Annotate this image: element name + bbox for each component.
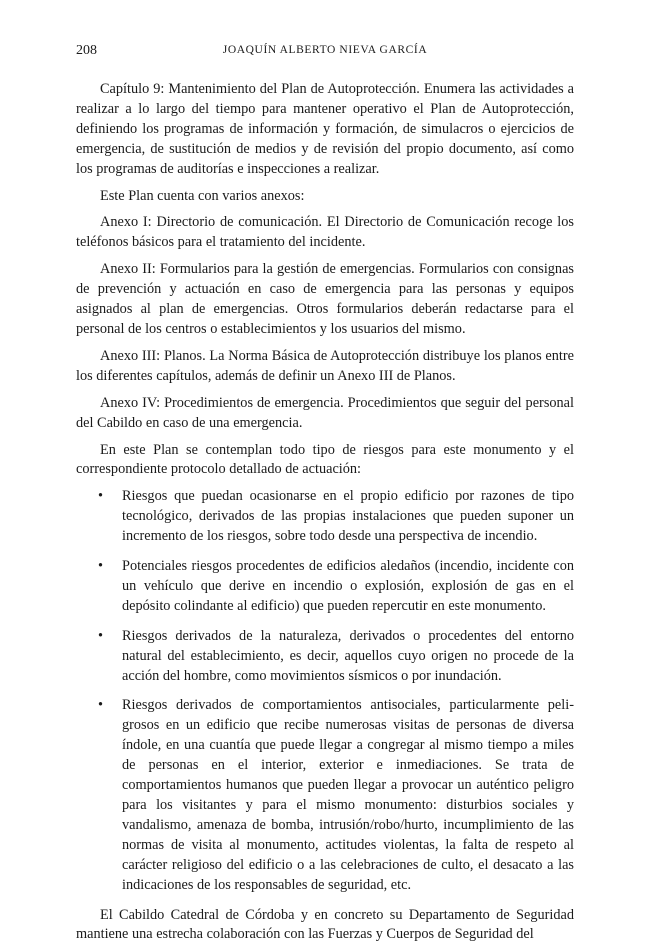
list-item — [76, 627, 574, 687]
list-item — [76, 487, 574, 547]
list-item-text: Riesgos que puedan ocasionarse en el propio edificio por razones de tipo tecnológico, derivados de las propias instalaciones que pueden suponer un incremento de los riesgos, sobre todo desde una perspectiva de incendio. — [122, 488, 574, 545]
bullet-icon: • — [98, 558, 104, 575]
paragraph-anexo-1: Anexo I: Directorio de comunicación. El Directorio de Comunicación recoge los teléfonos básicos para el tratamiento del incidente. — [76, 214, 574, 251]
body-text — [76, 80, 574, 945]
paragraph-anexo-4: Anexo IV: Procedimientos de emergencia. Procedimientos que seguir del personal del Cabildo en caso de una emergencia. — [76, 394, 574, 431]
paragraph-capitulo-9: Capítulo 9: Mantenimiento del Plan de Autoprotección. Enumera las actividades a realizar a lo largo del tiempo para mantener operativo el Plan de Autoprotección, definiendo los programas de información y formación, de simulacros o ejercicios de emergencia, de sustitución de medios y de revisión del propio documento, así como los programas de auditorías e inspecciones a realizar. — [76, 81, 574, 177]
risk-list — [76, 487, 574, 895]
list-item — [76, 557, 574, 617]
bullet-icon: • — [98, 627, 104, 644]
paragraph-anexos-intro: Este Plan cuenta con varios anexos: — [100, 187, 305, 204]
paragraph-anexo-2: Anexo II: Formularios para la gestión de emergencias. Formularios con consignas de prevención y actuación en caso de emergencia para las personas y equipos asignados al plan de emergencias. Otros formularios deberán redactarse para el personal de los centros o establecimientos y los usuarios del mismo. — [76, 261, 574, 337]
list-item — [76, 696, 574, 895]
list-item-text: Riesgos derivados de comportamientos antisociales, particularmente peligrosos en un edificio que recibe numerosas visitas de personas de diversa índole, en una cuantía que puede llegar a congregar al mismo tiempo a miles de personas en el interior, exterior e inmediaciones. Se trata de comportamientos humanos que pueden llegar a provocar un auténtico peligro para los visitantes y para el mismo monumento: disturbios sociales y vandalismo, amenaza de bomba, intrusión/robo/hurto, incumplimiento de las normas de visita al monumento, actitudes violentas, la falta de respeto al carácter religioso del edificio o a las celebraciones de culto, el desacato a las indicaciones de los responsables de seguridad, etc. — [122, 697, 574, 893]
bullet-icon: • — [98, 488, 104, 505]
bullet-icon: • — [98, 697, 104, 714]
page-header — [76, 43, 574, 61]
running-head: JOAQUÍN ALBERTO NIEVA GARCÍA — [222, 44, 428, 56]
paragraph-riesgos-intro: En este Plan se contemplan todo tipo de riesgos para este monumento y el correspondiente protocolo detallado de actuación: — [76, 441, 574, 478]
list-item-text: Potenciales riesgos procedentes de edificios aledaños (incendio, incidente con un vehículo que derive en incendio o explosión, explosión de gas en el depósito colindante al edificio) que pueden repercutir en este monumento. — [122, 558, 574, 614]
list-item-text: Riesgos derivados de la naturaleza, derivados o procedentes del entorno natural del establecimiento, es decir, aquellos cuyo origen no procede de la acción del hombre, como movimientos sísmicos o por inundación. — [122, 627, 574, 684]
paragraph-anexo-3: Anexo III: Planos. La Norma Básica de Autoprotección distribuye los planos entre los diferentes capítulos, además de definir un Anexo III de Planos. — [76, 347, 574, 384]
paragraph-cabildo: El Cabildo Catedral de Córdoba y en concreto su Departamento de Seguridad mantiene una estrecha colaboración con las Fuerzas y Cuerpos de Seguridad del — [76, 906, 574, 943]
page-number: 208 — [76, 43, 97, 58]
